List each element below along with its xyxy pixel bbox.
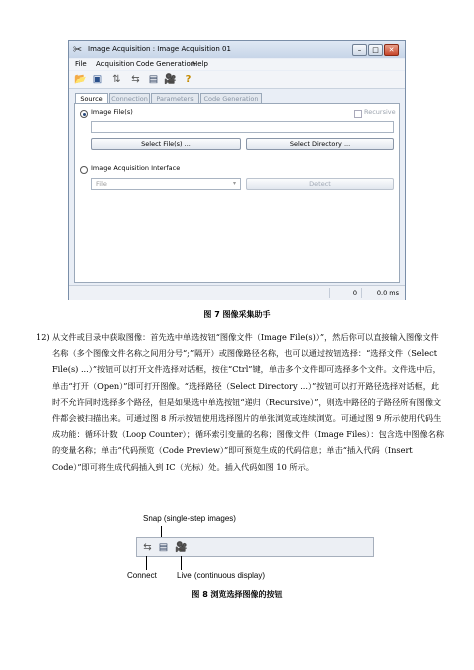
minimize-button[interactable]: – <box>352 44 367 56</box>
window-title: Image Acquisition : Image Acquisition 01 <box>88 45 231 53</box>
image-files-input[interactable] <box>91 121 394 133</box>
menu-file[interactable]: File <box>75 60 87 68</box>
help-icon[interactable]: ? <box>185 74 192 85</box>
detect-button[interactable]: Detect <box>246 178 394 190</box>
snap-annotation: Snap (single-step images) <box>143 514 236 523</box>
connect-annotation: Connect <box>127 571 157 580</box>
maximize-button[interactable]: □ <box>368 44 383 56</box>
image-files-radio[interactable] <box>80 110 88 118</box>
status-count: 0 <box>329 288 360 298</box>
connect-leader-line <box>146 556 147 570</box>
connect-icon[interactable]: ⇆ <box>131 74 140 85</box>
close-button[interactable]: ✕ <box>384 44 399 56</box>
paragraph-text: 从文件或目录中获取图像：首先选中单选按钮“图像文件（Image File(s)）”，然后你可以直接输入图像文件名称（多个图像文件名称之间用分号“;”隔开）或图像路径名称，也可以通过按钮选择：“选择文件（Select File(s) ...）”按钮可以打开文件选择对话框，按住“Ctrl”键，单击多个文件即可选择多个文件。文件选中后，单击“打开（Open）”即可打开图像。“选择路径（Select Directory ...）”按钮可以打开路径选择对话框，此时不允许同时选择多个路径，但是如果选中单选按钮“递归（Recursive）”，则选中路径的子路径所有图像文件都会被扫描出来。可通过图 8 所示按钮使用选择图片的单张浏览或连续浏览。可通过图 9 所示使用代码生成功能：循环计数（Loop Counter）；循环索引变量的名称；图像文件（Image Files）：包含选中图像名称的变量名称；单击“代码预览（Code Preview）”即可预览生成的代码信息；单击“插入代码（Insert Code）”即可将生成代码插入到 IC（光标）处。插入代码如图 10 所示。 <box>52 332 445 472</box>
browse-buttons-strip <box>136 537 374 557</box>
chevron-down-icon: ▾ <box>233 180 237 187</box>
live-annotation: Live (continuous display) <box>177 571 266 580</box>
app-icon: ✂ <box>73 43 83 56</box>
select-files-button[interactable]: Select File(s) ... <box>91 138 241 150</box>
interface-select[interactable]: File <box>91 178 241 190</box>
image-files-label: Image File(s) <box>91 108 133 116</box>
live-icon[interactable]: 🎥 <box>175 542 188 553</box>
snap-icon[interactable]: ▤ <box>158 542 169 553</box>
tab-code-generation[interactable]: Code Generation <box>200 93 262 103</box>
menu-acquisition[interactable]: Acquisition <box>96 60 135 68</box>
tab-parameters[interactable]: Parameters <box>151 93 199 103</box>
title-bar <box>69 41 405 58</box>
interface-label: Image Acquisition Interface <box>91 164 181 172</box>
grab-icon[interactable]: ⇅ <box>112 74 121 85</box>
figure-7-caption: 图 7 图像采集助手 <box>203 310 271 319</box>
menu-help[interactable]: Help <box>192 60 208 68</box>
toolbar <box>69 71 405 89</box>
status-bar <box>69 285 405 300</box>
tab-connection[interactable]: Connection <box>109 93 150 103</box>
live-leader-line <box>181 556 182 570</box>
source-panel <box>74 103 400 283</box>
snap-icon[interactable]: ▤ <box>148 74 159 85</box>
image-acquisition-window <box>68 40 406 300</box>
save-icon[interactable]: ▣ <box>92 74 103 85</box>
live-icon[interactable]: 🎥 <box>164 74 177 85</box>
open-icon[interactable]: 📂 <box>74 74 87 85</box>
paragraph-number: 12) <box>36 332 50 342</box>
recursive-checkbox[interactable] <box>354 110 362 118</box>
tab-source[interactable]: Source <box>75 93 108 103</box>
menu-code-generation[interactable]: Code Generation <box>136 60 196 68</box>
figure-8-caption: 图 8 浏览选择图像的按钮 <box>191 590 283 599</box>
menu-bar <box>69 59 405 70</box>
interface-radio[interactable] <box>80 166 88 174</box>
select-directory-button[interactable]: Select Directory ... <box>246 138 394 150</box>
status-time: 0.0 ms <box>361 288 402 298</box>
recursive-label: Recursive <box>364 108 396 116</box>
connect-icon[interactable]: ⇆ <box>143 542 152 553</box>
paragraph-12 <box>36 329 446 475</box>
